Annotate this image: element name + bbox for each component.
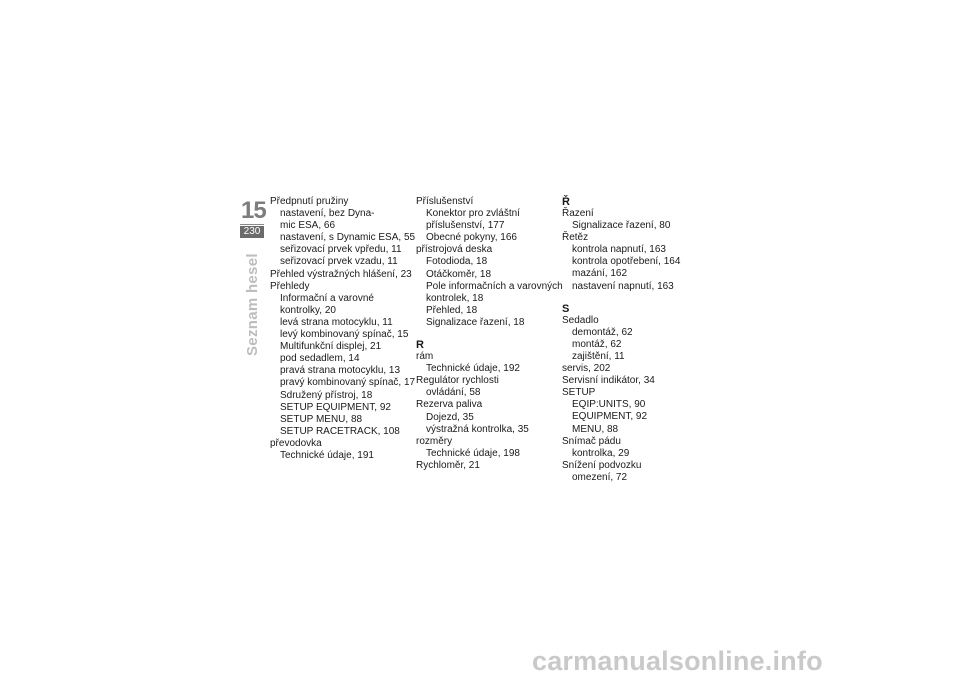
index-entry: Předpnutí pružiny <box>270 196 349 207</box>
index-entry: Přehledy <box>270 280 310 292</box>
index-entry: Řetěz <box>562 232 589 244</box>
index-letter-heading: S <box>562 302 570 315</box>
index-subentry: demontáž, 62 <box>572 326 633 338</box>
index-subentry: příslušenství, 177 <box>426 220 505 232</box>
index-subentry: Dojezd, 35 <box>426 411 474 423</box>
index-subentry: Obecné pokyny, 166 <box>426 232 517 244</box>
index-subentry: MENU, 88 <box>572 423 619 435</box>
index-subentry: výstražná kontrolka, 35 <box>426 423 529 435</box>
index-subentry: Přehled, 18 <box>426 304 478 316</box>
index-subentry: Pole informačních a varovných <box>426 280 563 292</box>
index-entry: Rezerva paliva <box>416 399 483 411</box>
index-subentry: zajištění, 11 <box>572 350 625 362</box>
index-entry: Snímač pádu <box>562 435 621 447</box>
index-entry: přístrojová deska <box>416 244 493 256</box>
index-subentry: pravý kombinovaný spínač, 17 <box>280 377 416 389</box>
index-entry: Regulátor rychlosti <box>416 375 499 387</box>
index-entry: Sedadlo <box>562 314 599 326</box>
index-subentry: seřizovací prvek vpředu, 11 <box>280 244 402 256</box>
index-entry: Servisní indikátor, 34 <box>562 375 655 387</box>
index-subentry: Otáčkoměr, 18 <box>426 268 492 280</box>
index-column-2 <box>416 196 566 472</box>
index-subentry: nastavení napnutí, 163 <box>572 280 674 292</box>
index-subentry: Technické údaje, 191 <box>280 449 374 461</box>
index-subentry: mazání, 162 <box>572 268 628 280</box>
index-subentry: kontrolek, 18 <box>426 292 484 304</box>
page-number: 230 <box>240 226 264 238</box>
index-subentry: nastavení, bez Dyna- <box>280 208 375 220</box>
index-column-1 <box>270 196 420 462</box>
index-subentry: montáž, 62 <box>572 338 622 350</box>
index-entry: rozměry <box>416 435 453 447</box>
index-subentry: pod sedadlem, 14 <box>280 353 360 365</box>
index-subentry: levý kombinovaný spínač, 15 <box>280 329 409 341</box>
index-entry: servis, 202 <box>562 363 611 375</box>
watermark-text: carmanualsonline.info <box>532 646 823 676</box>
index-letter-heading: R <box>416 339 424 352</box>
section-title-vertical: Seznam hesel <box>244 253 261 356</box>
index-subentry: kontrola napnutí, 163 <box>572 244 666 256</box>
index-entry: Řazení <box>562 208 594 219</box>
chapter-number: 15 <box>241 197 266 224</box>
index-subentry: kontrolka, 29 <box>572 447 630 459</box>
index-subentry: Multifunkční displej, 21 <box>280 341 382 353</box>
index-subentry: SETUP EQUIPMENT, 92 <box>280 401 391 413</box>
index-subentry: omezení, 72 <box>572 471 628 483</box>
index-entry: Přehled výstražných hlášení, 23 <box>270 268 412 280</box>
index-subentry: levá strana motocyklu, 11 <box>280 316 393 328</box>
index-subentry: pravá strana motocyklu, 13 <box>280 365 401 377</box>
index-column-3 <box>562 196 712 484</box>
index-entry: Rychloměr, 21 <box>416 459 480 471</box>
index-subentry: EQUIPMENT, 92 <box>572 411 648 423</box>
index-subentry: SETUP MENU, 88 <box>280 413 363 425</box>
index-subentry: Fotodioda, 18 <box>426 256 488 268</box>
index-entry: rám <box>416 351 434 363</box>
index-subentry: ovládání, 58 <box>426 387 481 399</box>
index-subentry: seřizovací prvek vzadu, 11 <box>280 256 398 268</box>
index-subentry: Signalizace řazení, 18 <box>426 316 525 328</box>
index-subentry: Sdružený přístroj, 18 <box>280 389 373 401</box>
index-subentry: Technické údaje, 192 <box>426 363 520 375</box>
index-subentry: kontrolky, 20 <box>280 304 336 316</box>
index-subentry: mic ESA, 66 <box>280 220 336 232</box>
index-entry: převodovka <box>270 437 322 449</box>
chapter-divider <box>240 224 264 225</box>
index-letter-heading: Ř <box>562 196 570 208</box>
index-subentry: Technické údaje, 198 <box>426 447 520 459</box>
index-subentry: kontrola opotřebení, 164 <box>572 256 681 268</box>
index-subentry: EQIP:UNITS, 90 <box>572 399 646 411</box>
index-entry: SETUP <box>562 387 596 399</box>
index-subentry: Konektor pro zvláštní <box>426 208 520 220</box>
index-subentry: Signalizace řazení, 80 <box>572 220 671 232</box>
index-subentry: SETUP RACETRACK, 108 <box>280 425 400 437</box>
index-subentry: nastavení, s Dynamic ESA, 55 <box>280 232 416 244</box>
index-entry: Snížení podvozku <box>562 459 642 471</box>
index-entry: Příslušenství <box>416 196 474 207</box>
index-subentry: Informační a varovné <box>280 292 374 304</box>
